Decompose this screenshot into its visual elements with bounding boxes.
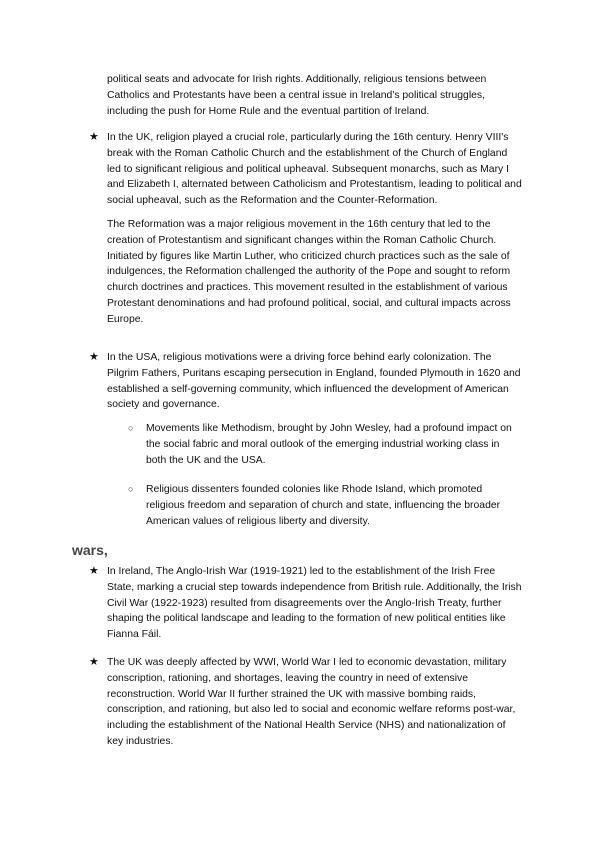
reformation-paragraph: The Reformation was a major religious movement in the 16th century that led to the creation of Protestantism and significant changes within the Roman Catholic Church. Initiated by figures like Martin Luther, who criticized church practices such as the sale of indulgences, the Reformation challenged the authority of the Pope and sought to reform church doctrines and practices. This movement resulted in the establishment of various Protestant denominations and had profound political, social, and cultural impacts across Europe.	[107, 219, 511, 325]
rhode-island-subitem: Religious dissenters founded colonies like Rhode Island, which promoted religious freedom and separation of church and state, influencing the broader American values of religious liberty and diversity.	[146, 484, 501, 527]
uk-war-paragraph: The UK was deeply affected by WWI, World War I led to economic devastation, military conscription, rationing, and shortages, leaving the country in need of extensive reconstruction. World War II further strained the UK with massive bombing raids, conscription, and rationing, but also led to social and economic welfare reforms post-war, including the establishment of the National Health Service (NHS) and nationalization of key industries.	[107, 657, 516, 747]
star-bullet-icon: ★	[89, 565, 99, 577]
usa-religion-paragraph: In the USA, religious motivations were a driving force behind early colonization. The Pilgrim Fathers, Puritans escaping persecution in England, founded Plymouth in 1620 and established a self-governing community, which influenced the development of American society and governance.	[107, 352, 521, 411]
uk-religion-paragraph: In the UK, religion played a crucial role, particularly during the 16th century. Henry VIII's break with the Roman Catholic Church and the establishment of the Church of England led to significant religious and political upheaval. Subsequent monarchs, such as Mary I and Elizabeth I, alternated between Catholicism and Protestantism, leading to political and social upheaval, such as the Reformation and the Counter-Reformation.	[107, 132, 522, 207]
star-bullet-icon: ★	[89, 131, 99, 143]
star-bullet-icon: ★	[89, 351, 99, 363]
continuation-paragraph: political seats and advocate for Irish rights. Additionally, religious tensions between Catholics and Protestants have been a central issue in Ireland's political struggles, including the push for Home Rule and the eventual partition of Ireland.	[107, 74, 487, 117]
circle-bullet-icon: ○	[128, 484, 134, 494]
methodism-subitem: Movements like Methodism, brought by John Wesley, had a profound impact on the social fabric and moral outlook of the emerging industrial working class in both the UK and the USA.	[146, 423, 512, 466]
star-bullet-icon: ★	[89, 656, 99, 668]
circle-bullet-icon: ○	[128, 423, 134, 433]
ireland-war-paragraph: In Ireland, The Anglo-Irish War (1919-1921) led to the establishment of the Irish Free State, marking a crucial step towards independence from British rule. Additionally, the Irish Civil War (1922-1923) resulted from disagreements over the Anglo-Irish Treaty, further shaping the political landscape and leading to the formation of new political entities like Fianna Fáil.	[107, 566, 522, 641]
wars-heading: wars,	[72, 542, 108, 558]
